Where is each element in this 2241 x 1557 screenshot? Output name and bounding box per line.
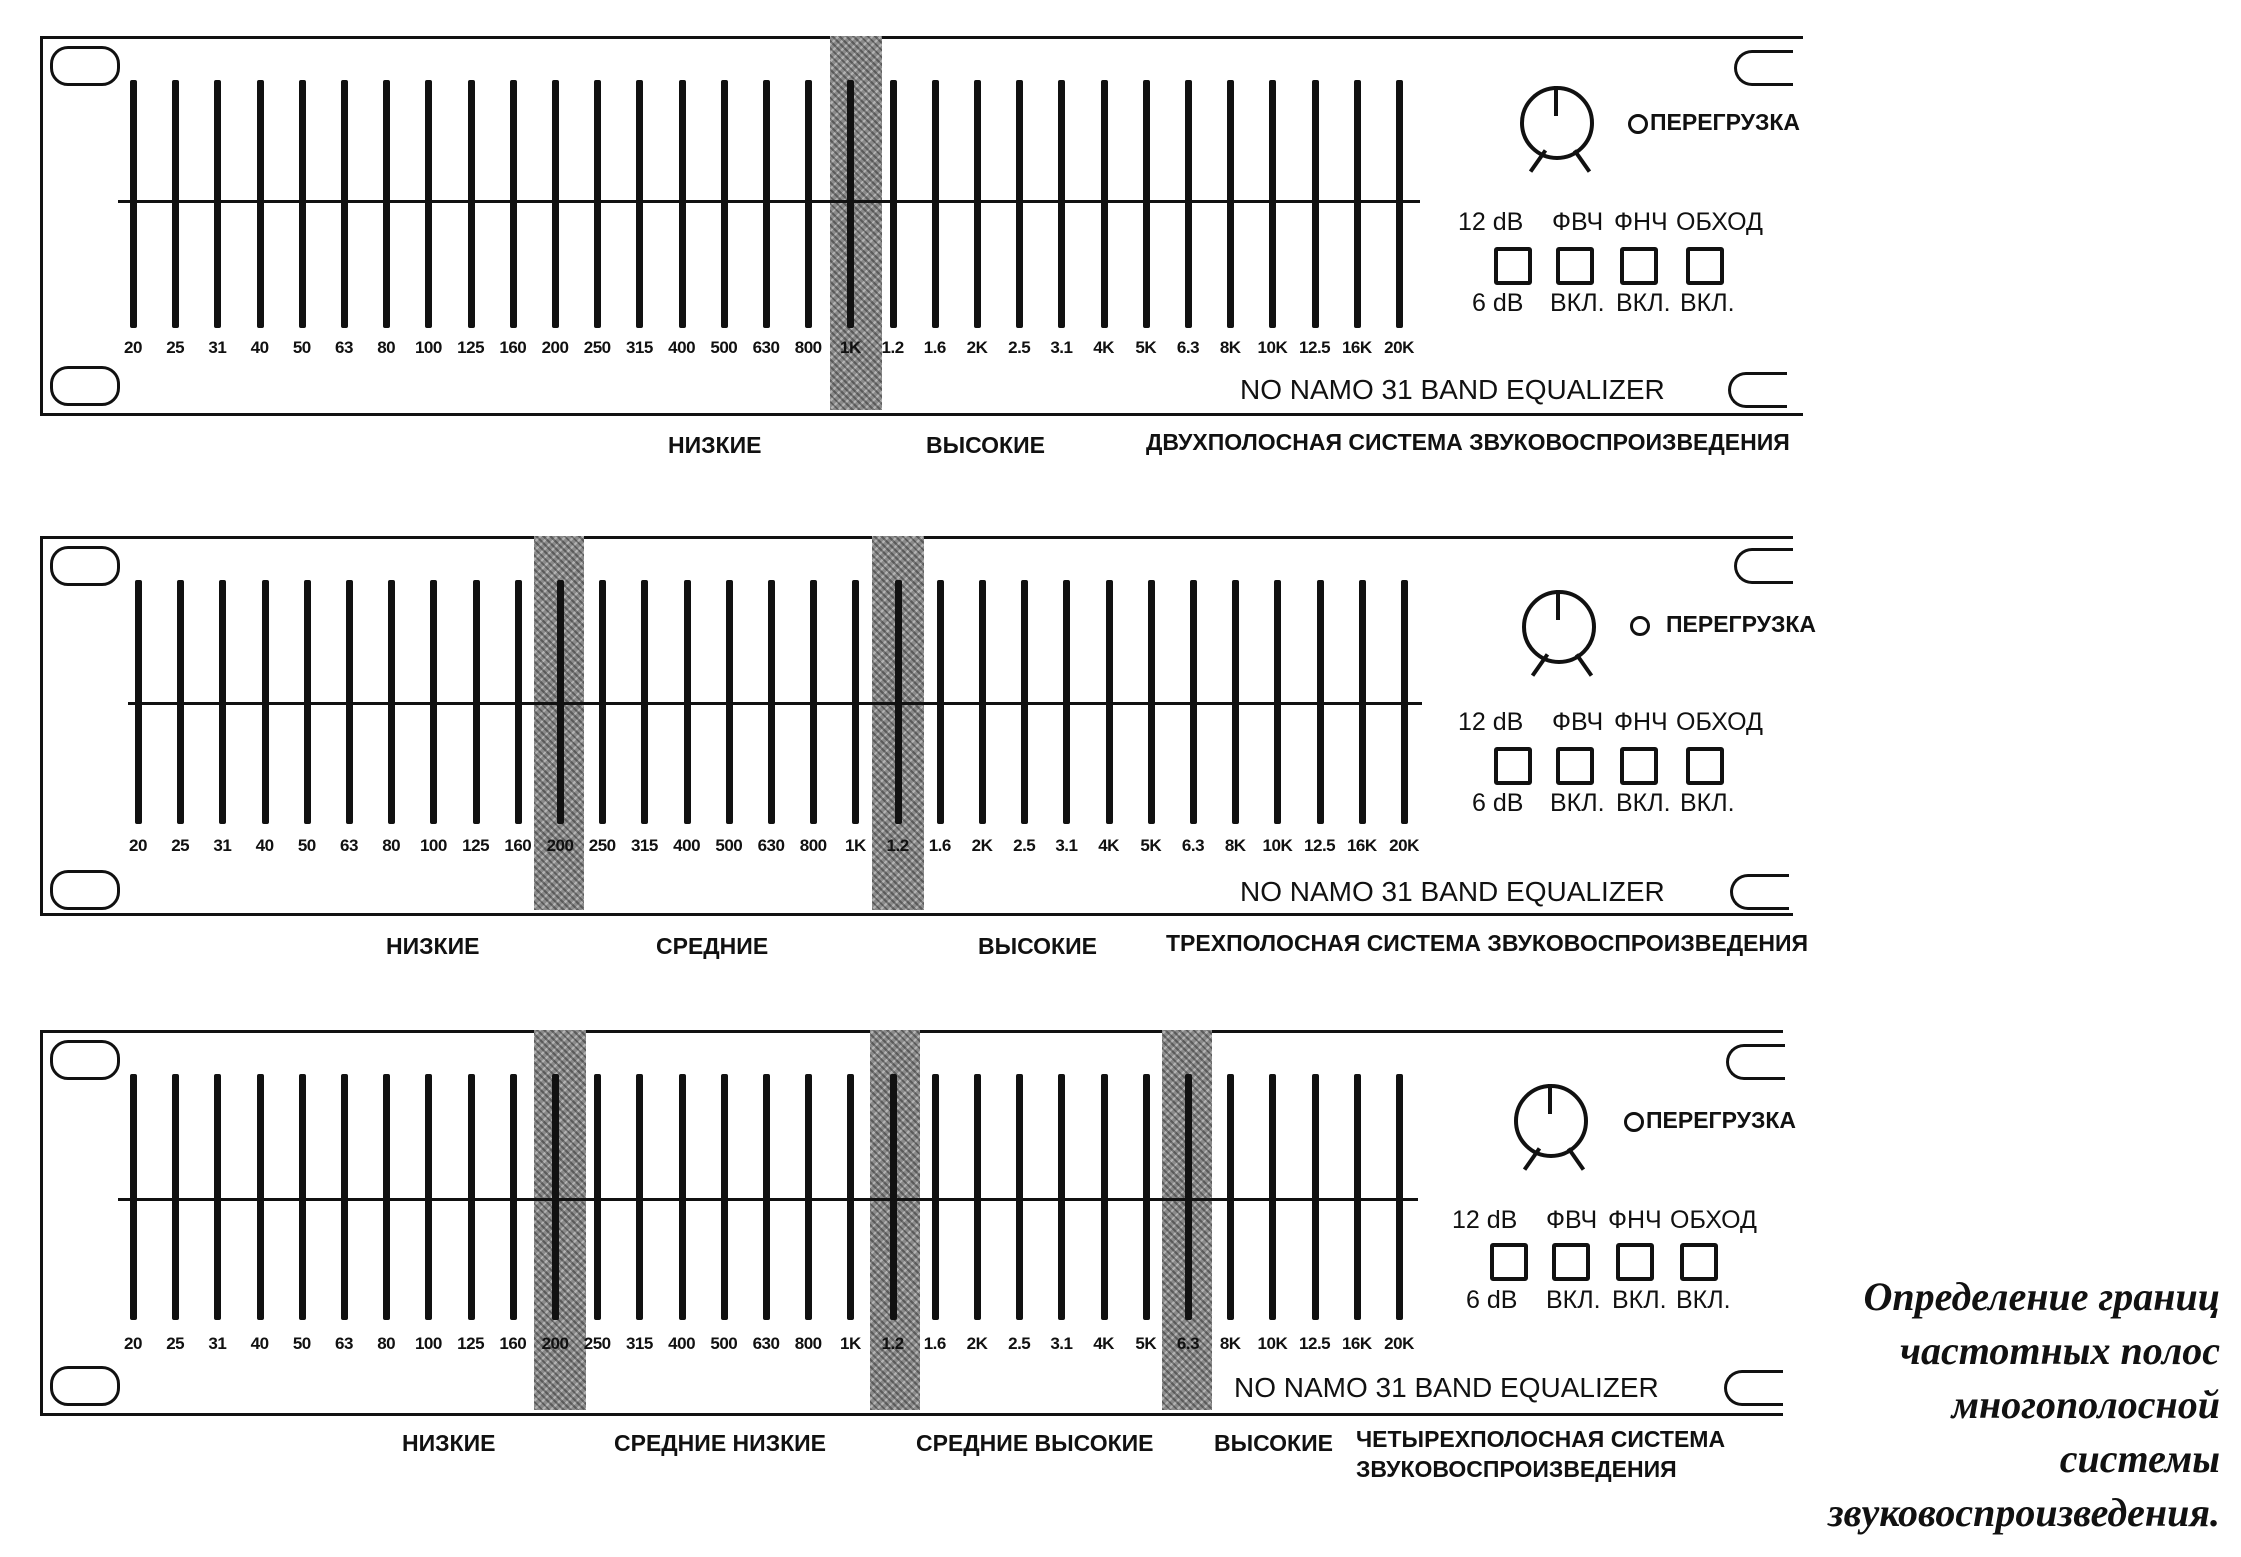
freq-label: 2K [966,1334,988,1353]
freq-label: 500 [710,1334,738,1353]
freq-label: 250 [588,836,616,855]
freq-label: 1.6 [923,1334,946,1353]
band-slider-40[interactable] [257,1074,264,1320]
system-label: ТРЕХПОЛОСНАЯ СИСТЕМА ЗВУКОВОСПРОИЗВЕДЕНИЯ [1166,930,1809,956]
band-slider-3.1[interactable] [1058,80,1065,328]
band-slider-1.6[interactable] [932,80,939,328]
caption-line: многополосной [1951,1382,2220,1427]
freq-label: 800 [794,338,822,357]
freq-label: 6.3 [1176,1334,1200,1353]
freq-label: 200 [546,836,574,855]
freq-label: 8K [1219,338,1241,357]
switch-bypass[interactable] [1680,1243,1718,1281]
freq-label: 80 [377,338,396,357]
rack-notch [1728,372,1787,408]
freq-label: 20 [129,836,147,855]
freq-label: 400 [668,1334,696,1353]
band-slider-3.1[interactable] [1063,580,1070,824]
freq-label: 200 [541,338,569,357]
band-label-low: НИЗКИЕ [402,1430,496,1456]
band-slider-10K[interactable] [1269,80,1276,328]
band-slider-630[interactable] [768,580,775,824]
band-slider-2K[interactable] [974,80,981,328]
freq-label: 100 [414,338,442,357]
freq-label: 31 [213,836,232,855]
switch-bypass[interactable] [1686,247,1724,285]
freq-label: 5K [1140,836,1162,855]
band-slider-50[interactable] [304,580,311,824]
band-slider-630[interactable] [763,1074,770,1320]
overload-label: ПЕРЕГРУЗКА [1646,1107,1796,1133]
freq-label: 63 [335,1334,353,1353]
freq-label: 6.3 [1181,836,1205,855]
band-slider-315[interactable] [636,1074,643,1320]
freq-label: 3.1 [1050,338,1073,357]
band-slider-3.1[interactable] [1058,1074,1065,1320]
freq-label: 1.2 [886,836,909,855]
band-slider-50[interactable] [299,1074,306,1320]
band-slider-63[interactable] [346,580,353,824]
switch-hpf[interactable] [1556,247,1594,285]
band-slider-200[interactable] [557,580,564,824]
ctrl-label-bypass: ОБХОД [1670,1206,1757,1234]
band-slider-800[interactable] [805,80,812,328]
freq-label: 800 [794,1334,822,1353]
freq-label: 40 [250,1334,269,1353]
freq-label: 500 [710,338,738,357]
freq-label: 2.5 [1013,836,1036,855]
band-slider-12.5[interactable] [1317,580,1324,824]
band-slider-4K[interactable] [1106,580,1113,824]
band-slider-25[interactable] [172,1074,179,1320]
band-slider-5K[interactable] [1148,580,1155,824]
caption-line: звуковоспроизведения. [1828,1490,2220,1535]
ctrl-label-12db: 12 dB [1458,208,1524,236]
freq-label: 1.2 [881,338,904,357]
freq-label: 63 [340,836,358,855]
freq-label: 31 [208,1334,227,1353]
overload-label: ПЕРЕГРУЗКА [1666,611,1816,637]
freq-label: 8K [1219,1334,1241,1353]
ctrl-label-on: ВКЛ. [1550,789,1605,817]
band-slider-6.3[interactable] [1185,1074,1192,1320]
band-slider-10K[interactable] [1274,580,1281,824]
band-slider-20K[interactable] [1401,580,1408,824]
overload-label: ПЕРЕГРУЗКА [1650,109,1800,135]
band-slider-800[interactable] [805,1074,812,1320]
ctrl-label-6db: 6 dB [1466,1286,1518,1314]
band-slider-500[interactable] [721,1074,728,1320]
freq-label: 100 [419,836,447,855]
freq-label: 630 [757,836,785,855]
band-slider-25[interactable] [177,580,184,824]
freq-label: 25 [166,338,185,357]
system-label: ДВУХПОЛОСНАЯ СИСТЕМА ЗВУКОВОСПРОИЗВЕДЕНИЯ [1146,429,1790,455]
switch-bypass[interactable] [1686,747,1724,785]
band-slider-40[interactable] [262,580,269,824]
band-label-high-mid: СРЕДНИЕ ВЫСОКИЕ [916,1430,1154,1456]
band-label-low: НИЗКИЕ [668,432,762,458]
freq-label: 1.6 [928,836,951,855]
rack-hole [50,1366,120,1406]
band-slider-2.5[interactable] [1021,580,1028,824]
zero-db-line [128,702,1422,705]
switch-hpf[interactable] [1556,747,1594,785]
band-slider-250[interactable] [599,580,606,824]
band-slider-80[interactable] [383,80,390,328]
freq-label: 12.5 [1304,836,1336,855]
band-slider-2.5[interactable] [1016,80,1023,328]
band-slider-31[interactable] [214,80,221,328]
freq-label: 160 [499,338,527,357]
freq-label: 40 [250,338,269,357]
band-slider-100[interactable] [425,1074,432,1320]
ctrl-label-hpf: ФВЧ [1552,208,1604,236]
band-slider-50[interactable] [299,80,306,328]
band-slider-31[interactable] [214,1074,221,1320]
freq-label: 3.1 [1050,1334,1073,1353]
freq-label: 16K [1341,338,1372,357]
rack-hole [50,1040,120,1080]
rack-hole [50,546,120,586]
ctrl-label-6db: 6 dB [1472,789,1524,817]
freq-label: 16K [1346,836,1377,855]
band-slider-400[interactable] [679,1074,686,1320]
freq-label: 800 [799,836,827,855]
ctrl-label-on: ВКЛ. [1616,789,1671,817]
freq-label: 125 [462,836,490,855]
ctrl-label-lpf: ФНЧ [1608,1206,1662,1234]
band-slider-4K[interactable] [1101,1074,1108,1320]
band-slider-500[interactable] [726,580,733,824]
band-slider-100[interactable] [425,80,432,328]
band-label-mid: СРЕДНИЕ [656,933,769,959]
freq-label: 1K [840,1334,861,1353]
ctrl-label-hpf: ФВЧ [1552,708,1604,736]
freq-label: 16K [1341,1334,1372,1353]
freq-label: 20 [124,1334,142,1353]
band-slider-2K[interactable] [979,580,986,824]
freq-label: 63 [335,338,353,357]
caption-line: Определение границ [1863,1274,2220,1319]
freq-label: 20K [1384,338,1414,357]
caption-line: системы [2059,1436,2220,1481]
rack-notch [1730,874,1789,910]
freq-label: 2K [971,836,993,855]
band-label-low-mid: СРЕДНИЕ НИЗКИЕ [614,1430,827,1456]
caption-line: частотных полос [1900,1328,2220,1373]
band-slider-500[interactable] [721,80,728,328]
model-name: NO NAMO 31 BAND EQUALIZER [1234,1372,1659,1403]
model-name: NO NAMO 31 BAND EQUALIZER [1240,876,1665,907]
freq-label: 1.6 [923,338,946,357]
band-slider-400[interactable] [679,80,686,328]
band-slider-12.5[interactable] [1312,1074,1319,1320]
band-slider-16K[interactable] [1359,580,1366,824]
band-slider-20K[interactable] [1396,80,1403,328]
band-slider-6.3[interactable] [1185,80,1192,328]
freq-label: 2.5 [1008,338,1031,357]
band-slider-16K[interactable] [1354,80,1361,328]
band-slider-12.5[interactable] [1312,80,1319,328]
band-slider-2K[interactable] [974,1074,981,1320]
ctrl-label-bypass: ОБХОД [1676,708,1763,736]
ctrl-label-on: ВКЛ. [1616,289,1671,317]
band-slider-315[interactable] [641,580,648,824]
ctrl-label-on: ВКЛ. [1680,789,1735,817]
freq-label: 3.1 [1055,836,1078,855]
freq-label: 2.5 [1008,1334,1031,1353]
freq-label: 50 [292,338,311,357]
freq-label: 10K [1262,836,1293,855]
freq-label: 10K [1257,1334,1288,1353]
band-slider-1K[interactable] [847,80,854,328]
freq-label: 20 [124,338,142,357]
band-label-high: ВЫСОКИЕ [1214,1430,1333,1456]
switch-12db[interactable] [1490,1243,1528,1281]
freq-label: 4K [1098,836,1119,855]
band-slider-8K[interactable] [1227,80,1234,328]
freq-label: 50 [297,836,316,855]
rack-notch [1734,50,1793,86]
band-slider-20[interactable] [130,80,137,328]
freq-label: 25 [166,1334,185,1353]
band-slider-1.6[interactable] [932,1074,939,1320]
band-slider-20[interactable] [135,580,142,824]
band-slider-8K[interactable] [1232,580,1239,824]
freq-label: 80 [382,836,401,855]
band-slider-160[interactable] [510,1074,517,1320]
freq-label: 400 [668,338,696,357]
band-label-high: ВЫСОКИЕ [926,432,1045,458]
system-label: ЗВУКОВОСПРОИЗВЕДЕНИЯ [1356,1456,1677,1482]
rack-hole [50,870,120,910]
overload-led-icon [1630,616,1650,636]
band-slider-125[interactable] [468,1074,475,1320]
figure-caption [1760,1270,2220,1540]
rack-notch [1726,1044,1785,1080]
freq-label: 315 [630,836,658,855]
freq-label: 4K [1093,338,1114,357]
band-label-high: ВЫСОКИЕ [978,933,1097,959]
freq-label: 1.2 [881,1334,904,1353]
band-slider-5K[interactable] [1143,1074,1150,1320]
ctrl-label-6db: 6 dB [1472,289,1524,317]
band-slider-1.2[interactable] [890,1074,897,1320]
band-slider-1K[interactable] [852,580,859,824]
freq-label: 100 [414,1334,442,1353]
ctrl-label-12db: 12 dB [1458,708,1524,736]
band-slider-400[interactable] [684,580,691,824]
band-slider-4K[interactable] [1101,80,1108,328]
freq-label: 160 [499,1334,527,1353]
switch-hpf[interactable] [1552,1243,1590,1281]
freq-label: 40 [255,836,274,855]
freq-label: 25 [171,836,190,855]
freq-label: 200 [541,1334,569,1353]
freq-label: 10K [1257,338,1288,357]
gain-knob-icon[interactable] [1514,1084,1588,1158]
rack-notch [1734,548,1793,584]
overload-led-icon [1624,1112,1644,1132]
ctrl-label-on: ВКЛ. [1676,1286,1731,1314]
band-slider-25[interactable] [172,80,179,328]
ctrl-label-lpf: ФНЧ [1614,708,1668,736]
freq-label: 630 [752,338,780,357]
band-label-low: НИЗКИЕ [386,933,480,959]
band-slider-6.3[interactable] [1190,580,1197,824]
freq-label: 5K [1135,1334,1157,1353]
ctrl-label-bypass: ОБХОД [1676,208,1763,236]
ctrl-label-on: ВКЛ. [1680,289,1735,317]
freq-label: 315 [625,338,653,357]
band-slider-250[interactable] [594,80,601,328]
band-slider-20K[interactable] [1396,1074,1403,1320]
band-slider-40[interactable] [257,80,264,328]
band-slider-125[interactable] [473,580,480,824]
band-slider-63[interactable] [341,80,348,328]
freq-label: 4K [1093,1334,1114,1353]
system-label: ЧЕТЫРЕХПОЛОСНАЯ СИСТЕМА [1356,1426,1726,1452]
freq-label: 12.5 [1299,338,1331,357]
freq-label: 1K [845,836,866,855]
band-slider-160[interactable] [510,80,517,328]
ctrl-label-on: ВКЛ. [1546,1286,1601,1314]
freq-label: 5K [1135,338,1157,357]
freq-label: 250 [583,338,611,357]
freq-label: 12.5 [1299,1334,1331,1353]
band-slider-1.2[interactable] [895,580,902,824]
freq-label: 20K [1384,1334,1414,1353]
band-slider-200[interactable] [552,80,559,328]
band-slider-315[interactable] [636,80,643,328]
switch-12db[interactable] [1494,247,1532,285]
freq-label: 315 [625,1334,653,1353]
band-slider-31[interactable] [219,580,226,824]
band-slider-100[interactable] [430,580,437,824]
freq-label: 500 [715,836,743,855]
rack-hole [50,46,120,86]
ctrl-label-on: ВКЛ. [1612,1286,1667,1314]
freq-label: 1K [840,338,861,357]
freq-label: 250 [583,1334,611,1353]
switch-lpf[interactable] [1616,1243,1654,1281]
band-slider-80[interactable] [383,1074,390,1320]
overload-led-icon [1628,114,1648,134]
freq-label: 125 [457,1334,485,1353]
band-slider-125[interactable] [468,80,475,328]
ctrl-label-lpf: ФНЧ [1614,208,1668,236]
freq-label: 630 [752,1334,780,1353]
band-slider-1.2[interactable] [890,80,897,328]
freq-label: 50 [292,1334,311,1353]
freq-label: 31 [208,338,227,357]
gain-knob-icon[interactable] [1520,86,1594,160]
band-slider-1.6[interactable] [937,580,944,824]
ctrl-label-hpf: ФВЧ [1546,1206,1598,1234]
ctrl-label-12db: 12 dB [1452,1206,1518,1234]
band-slider-20[interactable] [130,1074,137,1320]
band-slider-250[interactable] [594,1074,601,1320]
freq-label: 160 [504,836,532,855]
band-slider-2.5[interactable] [1016,1074,1023,1320]
band-slider-800[interactable] [810,580,817,824]
band-slider-5K[interactable] [1143,80,1150,328]
band-slider-8K[interactable] [1227,1074,1234,1320]
rack-hole [50,366,120,406]
band-slider-63[interactable] [341,1074,348,1320]
freq-label: 400 [673,836,701,855]
band-slider-200[interactable] [552,1074,559,1320]
freq-label: 8K [1224,836,1246,855]
ctrl-label-on: ВКЛ. [1550,289,1605,317]
freq-label: 125 [457,338,485,357]
band-slider-10K[interactable] [1269,1074,1276,1320]
freq-label: 20K [1389,836,1419,855]
freq-label: 6.3 [1176,338,1200,357]
gain-knob-icon[interactable] [1522,590,1596,664]
band-slider-160[interactable] [515,580,522,824]
switch-lpf[interactable] [1620,747,1658,785]
band-slider-1K[interactable] [847,1074,854,1320]
freq-label: 80 [377,1334,396,1353]
band-slider-80[interactable] [388,580,395,824]
model-name: NO NAMO 31 BAND EQUALIZER [1240,374,1665,405]
switch-12db[interactable] [1494,747,1532,785]
band-slider-16K[interactable] [1354,1074,1361,1320]
band-slider-630[interactable] [763,80,770,328]
freq-label: 2K [966,338,988,357]
switch-lpf[interactable] [1620,247,1658,285]
